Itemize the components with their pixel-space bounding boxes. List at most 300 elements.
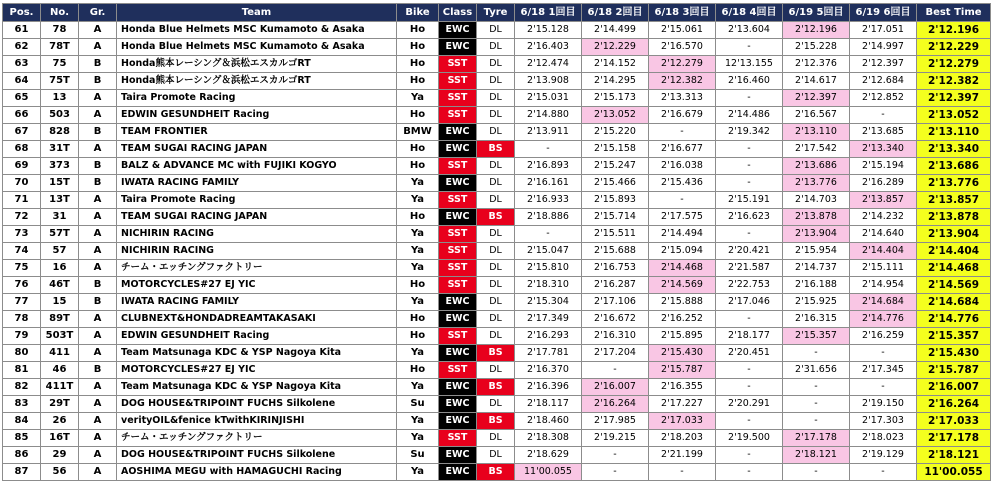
- bike-cell: Ya: [397, 294, 439, 311]
- lap-cell-session-4: -: [716, 464, 783, 481]
- best-time-cell: 2'13.904: [917, 226, 991, 243]
- team-cell: TEAM FRONTIER: [117, 124, 397, 141]
- lap-cell-session-1: 2'17.349: [515, 311, 582, 328]
- tyre-cell: DL: [477, 56, 515, 73]
- lap-cell-session-1: 2'15.810: [515, 260, 582, 277]
- header-tyre: Tyre: [477, 4, 515, 22]
- class-badge: SST: [439, 90, 477, 107]
- lap-cell-session-4: 2'20.291: [716, 396, 783, 413]
- group-cell: B: [79, 73, 117, 90]
- lap-cell-session-1: -: [515, 141, 582, 158]
- number-cell: 503: [41, 107, 79, 124]
- tyre-cell: BS: [477, 141, 515, 158]
- best-time-cell: 2'12.382: [917, 73, 991, 90]
- lap-cell-session-4: 2'19.500: [716, 430, 783, 447]
- tyre-cell: BS: [477, 209, 515, 226]
- class-badge: EWC: [439, 39, 477, 56]
- lap-cell-session-2: 2'15.158: [582, 141, 649, 158]
- pos-cell: 87: [3, 464, 41, 481]
- class-badge: SST: [439, 328, 477, 345]
- lap-cell-session-4: 2'21.587: [716, 260, 783, 277]
- pos-cell: 65: [3, 90, 41, 107]
- lap-cell-session-4: -: [716, 175, 783, 192]
- lap-cell-session-2: 2'15.247: [582, 158, 649, 175]
- lap-cell-session-2: 2'15.714: [582, 209, 649, 226]
- lap-cell-session-3: 2'16.679: [649, 107, 716, 124]
- header-no: No.: [41, 4, 79, 22]
- lap-cell-session-2: 2'14.499: [582, 22, 649, 39]
- lap-cell-session-4: -: [716, 39, 783, 56]
- lap-cell-session-4: -: [716, 447, 783, 464]
- lap-cell-session-2: 2'17.985: [582, 413, 649, 430]
- bike-cell: Ya: [397, 226, 439, 243]
- lap-cell-session-5: 2'15.925: [783, 294, 850, 311]
- lap-cell-session-6: 2'14.684: [850, 294, 917, 311]
- tyre-cell: DL: [477, 243, 515, 260]
- lap-cell-session-6: 2'13.340: [850, 141, 917, 158]
- lap-cell-session-3: 2'15.436: [649, 175, 716, 192]
- lap-cell-session-2: -: [582, 362, 649, 379]
- header-session-1: 6/18 1回目: [515, 4, 582, 22]
- number-cell: 75: [41, 56, 79, 73]
- table-row: [3, 294, 991, 311]
- lap-cell-session-2: 2'19.215: [582, 430, 649, 447]
- lap-cell-session-6: 2'14.640: [850, 226, 917, 243]
- group-cell: A: [79, 22, 117, 39]
- lap-cell-session-2: 2'15.466: [582, 175, 649, 192]
- table-row: [3, 362, 991, 379]
- best-time-cell: 2'13.857: [917, 192, 991, 209]
- lap-cell-session-6: 2'15.111: [850, 260, 917, 277]
- pos-cell: 85: [3, 430, 41, 447]
- lap-cell-session-1: 2'18.886: [515, 209, 582, 226]
- team-cell: Honda熊本レーシング＆浜松エスカルゴRT: [117, 73, 397, 90]
- table-row: [3, 260, 991, 277]
- best-time-cell: 2'17.178: [917, 430, 991, 447]
- lap-cell-session-1: 2'12.474: [515, 56, 582, 73]
- lap-cell-session-3: 2'15.895: [649, 328, 716, 345]
- best-time-cell: 2'14.684: [917, 294, 991, 311]
- table-row: [3, 192, 991, 209]
- group-cell: B: [79, 158, 117, 175]
- best-time-cell: 2'13.776: [917, 175, 991, 192]
- lap-cell-session-5: 2'13.904: [783, 226, 850, 243]
- tyre-cell: DL: [477, 328, 515, 345]
- tyre-cell: DL: [477, 73, 515, 90]
- class-badge: EWC: [439, 209, 477, 226]
- team-cell: Honda Blue Helmets MSC Kumamoto & Asaka: [117, 22, 397, 39]
- best-time-cell: 2'13.340: [917, 141, 991, 158]
- class-badge: SST: [439, 107, 477, 124]
- team-cell: Honda熊本レーシング＆浜松エスカルゴRT: [117, 56, 397, 73]
- header-session-4: 6/18 4回目: [716, 4, 783, 22]
- class-badge: EWC: [439, 379, 477, 396]
- lap-cell-session-5: -: [783, 413, 850, 430]
- lap-cell-session-4: 12'13.155: [716, 56, 783, 73]
- group-cell: B: [79, 277, 117, 294]
- lap-cell-session-6: 2'14.776: [850, 311, 917, 328]
- lap-cell-session-4: 2'20.451: [716, 345, 783, 362]
- best-time-cell: 2'14.569: [917, 277, 991, 294]
- header-session-3: 6/18 3回目: [649, 4, 716, 22]
- number-cell: 503T: [41, 328, 79, 345]
- lap-cell-session-4: -: [716, 413, 783, 430]
- lap-cell-session-3: 2'16.677: [649, 141, 716, 158]
- team-cell: DOG HOUSE&TRIPOINT FUCHS Silkolene: [117, 447, 397, 464]
- pos-cell: 62: [3, 39, 41, 56]
- tyre-cell: DL: [477, 192, 515, 209]
- tyre-cell: DL: [477, 124, 515, 141]
- lap-cell-session-4: 2'16.623: [716, 209, 783, 226]
- team-cell: Team Matsunaga KDC & YSP Nagoya Kita: [117, 345, 397, 362]
- lap-cell-session-6: 2'14.954: [850, 277, 917, 294]
- lap-cell-session-5: 2'17.542: [783, 141, 850, 158]
- number-cell: 15T: [41, 175, 79, 192]
- tyre-cell: DL: [477, 430, 515, 447]
- lap-cell-session-5: 2'16.567: [783, 107, 850, 124]
- team-cell: Team Matsunaga KDC & YSP Nagoya Kita: [117, 379, 397, 396]
- lap-cell-session-2: 2'15.173: [582, 90, 649, 107]
- class-badge: EWC: [439, 413, 477, 430]
- lap-cell-session-4: 2'16.460: [716, 73, 783, 90]
- pos-cell: 75: [3, 260, 41, 277]
- lap-cell-session-5: 2'15.954: [783, 243, 850, 260]
- group-cell: A: [79, 243, 117, 260]
- best-time-cell: 2'15.357: [917, 328, 991, 345]
- table-row: [3, 464, 991, 481]
- best-time-cell: 11'00.055: [917, 464, 991, 481]
- group-cell: A: [79, 192, 117, 209]
- lap-cell-session-3: 2'15.061: [649, 22, 716, 39]
- bike-cell: Ya: [397, 379, 439, 396]
- lap-cell-session-1: 2'16.933: [515, 192, 582, 209]
- lap-cell-session-5: -: [783, 379, 850, 396]
- lap-cell-session-2: 2'14.295: [582, 73, 649, 90]
- lap-cell-session-1: 2'15.128: [515, 22, 582, 39]
- lap-cell-session-5: 2'16.315: [783, 311, 850, 328]
- lap-cell-session-6: 2'14.232: [850, 209, 917, 226]
- table-row: [3, 158, 991, 175]
- lap-cell-session-1: 2'16.403: [515, 39, 582, 56]
- bike-cell: Ya: [397, 345, 439, 362]
- lap-cell-session-3: 2'16.355: [649, 379, 716, 396]
- class-badge: EWC: [439, 124, 477, 141]
- lap-cell-session-5: -: [783, 345, 850, 362]
- number-cell: 13: [41, 90, 79, 107]
- table-row: [3, 328, 991, 345]
- tyre-cell: BS: [477, 379, 515, 396]
- best-time-cell: 2'12.229: [917, 39, 991, 56]
- tyre-cell: DL: [477, 362, 515, 379]
- lap-cell-session-5: 2'18.121: [783, 447, 850, 464]
- group-cell: A: [79, 413, 117, 430]
- table-row: [3, 396, 991, 413]
- lap-cell-session-4: 2'14.486: [716, 107, 783, 124]
- tyre-cell: DL: [477, 447, 515, 464]
- number-cell: 57T: [41, 226, 79, 243]
- table-row: [3, 90, 991, 107]
- lap-cell-session-6: 2'13.857: [850, 192, 917, 209]
- class-badge: SST: [439, 192, 477, 209]
- lap-cell-session-4: -: [716, 311, 783, 328]
- team-cell: NICHIRIN RACING: [117, 243, 397, 260]
- best-time-cell: 2'13.052: [917, 107, 991, 124]
- lap-cell-session-3: 2'18.203: [649, 430, 716, 447]
- number-cell: 75T: [41, 73, 79, 90]
- lap-cell-session-6: 2'17.345: [850, 362, 917, 379]
- bike-cell: Ho: [397, 328, 439, 345]
- group-cell: A: [79, 226, 117, 243]
- bike-cell: Ya: [397, 464, 439, 481]
- group-cell: A: [79, 311, 117, 328]
- lap-cell-session-5: 2'16.188: [783, 277, 850, 294]
- best-time-cell: 2'16.007: [917, 379, 991, 396]
- class-badge: SST: [439, 226, 477, 243]
- lap-cell-session-1: 2'18.460: [515, 413, 582, 430]
- best-time-cell: 2'13.686: [917, 158, 991, 175]
- lap-cell-session-3: 2'14.569: [649, 277, 716, 294]
- pos-cell: 81: [3, 362, 41, 379]
- lap-cell-session-1: 2'17.781: [515, 345, 582, 362]
- number-cell: 29: [41, 447, 79, 464]
- table-row: [3, 209, 991, 226]
- group-cell: A: [79, 260, 117, 277]
- bike-cell: Ya: [397, 175, 439, 192]
- best-time-cell: 2'14.776: [917, 311, 991, 328]
- header-best-time: Best Time: [917, 4, 991, 22]
- lap-cell-session-3: -: [649, 192, 716, 209]
- lap-cell-session-6: 2'12.684: [850, 73, 917, 90]
- best-time-cell: 2'13.110: [917, 124, 991, 141]
- best-time-cell: 2'17.033: [917, 413, 991, 430]
- team-cell: MOTORCYCLES#27 EJ YIC: [117, 362, 397, 379]
- lap-cell-session-2: 2'15.220: [582, 124, 649, 141]
- lap-cell-session-5: 2'15.228: [783, 39, 850, 56]
- class-badge: SST: [439, 277, 477, 294]
- best-time-cell: 2'12.279: [917, 56, 991, 73]
- group-cell: A: [79, 107, 117, 124]
- tyre-cell: BS: [477, 345, 515, 362]
- number-cell: 15: [41, 294, 79, 311]
- best-time-cell: 2'12.397: [917, 90, 991, 107]
- results-table-container: [2, 3, 991, 481]
- table-row: [3, 430, 991, 447]
- tyre-cell: DL: [477, 90, 515, 107]
- bike-cell: Ho: [397, 158, 439, 175]
- lap-cell-session-3: 2'16.038: [649, 158, 716, 175]
- header-session-5: 6/19 5回目: [783, 4, 850, 22]
- best-time-cell: 2'13.878: [917, 209, 991, 226]
- bike-cell: Ho: [397, 209, 439, 226]
- lap-cell-session-3: 2'15.787: [649, 362, 716, 379]
- tyre-cell: DL: [477, 107, 515, 124]
- pos-cell: 82: [3, 379, 41, 396]
- bike-cell: Ho: [397, 107, 439, 124]
- lap-cell-session-5: 2'15.357: [783, 328, 850, 345]
- table-row: [3, 141, 991, 158]
- tyre-cell: DL: [477, 158, 515, 175]
- lap-cell-session-1: 2'16.370: [515, 362, 582, 379]
- lap-cell-session-3: 2'12.382: [649, 73, 716, 90]
- pos-cell: 71: [3, 192, 41, 209]
- lap-cell-session-2: 2'16.753: [582, 260, 649, 277]
- team-cell: DOG HOUSE&TRIPOINT FUCHS Silkolene: [117, 396, 397, 413]
- pos-cell: 80: [3, 345, 41, 362]
- lap-cell-session-3: 2'14.494: [649, 226, 716, 243]
- lap-cell-session-2: 2'16.264: [582, 396, 649, 413]
- tyre-cell: DL: [477, 396, 515, 413]
- lap-cell-session-6: 2'12.397: [850, 56, 917, 73]
- team-cell: MOTORCYCLES#27 EJ YIC: [117, 277, 397, 294]
- group-cell: A: [79, 39, 117, 56]
- class-badge: SST: [439, 158, 477, 175]
- lap-cell-session-2: -: [582, 464, 649, 481]
- team-cell: EDWIN GESUNDHEIT Racing: [117, 107, 397, 124]
- tyre-cell: DL: [477, 277, 515, 294]
- pos-cell: 70: [3, 175, 41, 192]
- table-row: [3, 447, 991, 464]
- lap-cell-session-3: 2'17.227: [649, 396, 716, 413]
- team-cell: Honda Blue Helmets MSC Kumamoto & Asaka: [117, 39, 397, 56]
- group-cell: A: [79, 209, 117, 226]
- tyre-cell: DL: [477, 22, 515, 39]
- table-row: [3, 56, 991, 73]
- lap-cell-session-4: -: [716, 158, 783, 175]
- number-cell: 373: [41, 158, 79, 175]
- lap-cell-session-2: 2'15.511: [582, 226, 649, 243]
- lap-cell-session-6: -: [850, 464, 917, 481]
- table-row: [3, 124, 991, 141]
- number-cell: 46: [41, 362, 79, 379]
- table-row: [3, 73, 991, 90]
- class-badge: SST: [439, 56, 477, 73]
- table-row: [3, 39, 991, 56]
- lap-cell-session-3: 2'13.313: [649, 90, 716, 107]
- lap-cell-session-4: -: [716, 362, 783, 379]
- lap-cell-session-2: 2'12.229: [582, 39, 649, 56]
- group-cell: B: [79, 294, 117, 311]
- lap-cell-session-2: 2'15.893: [582, 192, 649, 209]
- class-badge: SST: [439, 260, 477, 277]
- lap-cell-session-3: 2'15.430: [649, 345, 716, 362]
- lap-cell-session-3: -: [649, 124, 716, 141]
- lap-cell-session-4: 2'13.604: [716, 22, 783, 39]
- lap-cell-session-4: 2'18.177: [716, 328, 783, 345]
- lap-cell-session-6: 2'17.051: [850, 22, 917, 39]
- lap-cell-session-4: 2'15.191: [716, 192, 783, 209]
- lap-cell-session-6: 2'18.023: [850, 430, 917, 447]
- lap-cell-session-5: 2'12.196: [783, 22, 850, 39]
- group-cell: B: [79, 362, 117, 379]
- group-cell: A: [79, 447, 117, 464]
- class-badge: EWC: [439, 447, 477, 464]
- lap-cell-session-3: 2'14.468: [649, 260, 716, 277]
- number-cell: 78T: [41, 39, 79, 56]
- pos-cell: 86: [3, 447, 41, 464]
- lap-cell-session-5: 2'14.737: [783, 260, 850, 277]
- lap-cell-session-5: 2'13.776: [783, 175, 850, 192]
- tyre-cell: BS: [477, 464, 515, 481]
- lap-cell-session-2: 2'15.688: [582, 243, 649, 260]
- lap-cell-session-3: 2'16.570: [649, 39, 716, 56]
- lap-cell-session-1: 2'18.308: [515, 430, 582, 447]
- best-time-cell: 2'14.468: [917, 260, 991, 277]
- pos-cell: 61: [3, 22, 41, 39]
- class-badge: EWC: [439, 175, 477, 192]
- lap-cell-session-1: 11'00.055: [515, 464, 582, 481]
- lap-cell-session-3: 2'12.279: [649, 56, 716, 73]
- lap-cell-session-4: 2'19.342: [716, 124, 783, 141]
- pos-cell: 73: [3, 226, 41, 243]
- number-cell: 29T: [41, 396, 79, 413]
- bike-cell: BMW: [397, 124, 439, 141]
- group-cell: A: [79, 379, 117, 396]
- group-cell: A: [79, 430, 117, 447]
- lap-cell-session-1: 2'15.047: [515, 243, 582, 260]
- team-cell: IWATA RACING FAMILY: [117, 294, 397, 311]
- bike-cell: Ho: [397, 141, 439, 158]
- table-row: [3, 345, 991, 362]
- class-badge: EWC: [439, 345, 477, 362]
- class-badge: EWC: [439, 141, 477, 158]
- group-cell: A: [79, 90, 117, 107]
- bike-cell: Su: [397, 396, 439, 413]
- lap-cell-session-2: 2'16.007: [582, 379, 649, 396]
- header-gr: Gr.: [79, 4, 117, 22]
- lap-cell-session-5: 2'14.617: [783, 73, 850, 90]
- bike-cell: Ho: [397, 56, 439, 73]
- table-row: [3, 175, 991, 192]
- lap-cell-session-2: 2'16.287: [582, 277, 649, 294]
- class-badge: SST: [439, 362, 477, 379]
- lap-cell-session-6: 2'19.129: [850, 447, 917, 464]
- table-row: [3, 22, 991, 39]
- lap-cell-session-3: 2'15.094: [649, 243, 716, 260]
- number-cell: 411T: [41, 379, 79, 396]
- tyre-cell: DL: [477, 39, 515, 56]
- lap-cell-session-6: -: [850, 107, 917, 124]
- lap-cell-session-6: 2'13.685: [850, 124, 917, 141]
- group-cell: A: [79, 141, 117, 158]
- bike-cell: Ya: [397, 243, 439, 260]
- lap-cell-session-3: 2'21.199: [649, 447, 716, 464]
- bike-cell: Ya: [397, 90, 439, 107]
- pos-cell: 78: [3, 311, 41, 328]
- bike-cell: Ho: [397, 311, 439, 328]
- group-cell: A: [79, 345, 117, 362]
- team-cell: チーム・エッチングファクトリー: [117, 260, 397, 277]
- number-cell: 31: [41, 209, 79, 226]
- results-body: [3, 22, 991, 481]
- number-cell: 26: [41, 413, 79, 430]
- lap-cell-session-2: 2'16.310: [582, 328, 649, 345]
- group-cell: B: [79, 175, 117, 192]
- table-row: [3, 226, 991, 243]
- lap-cell-session-1: 2'16.293: [515, 328, 582, 345]
- bike-cell: Ya: [397, 192, 439, 209]
- lap-cell-session-5: 2'13.686: [783, 158, 850, 175]
- class-badge: EWC: [439, 22, 477, 39]
- class-badge: SST: [439, 430, 477, 447]
- team-cell: NICHIRIN RACING: [117, 226, 397, 243]
- lap-cell-session-4: 2'17.046: [716, 294, 783, 311]
- pos-cell: 67: [3, 124, 41, 141]
- class-badge: EWC: [439, 464, 477, 481]
- lap-cell-session-4: -: [716, 379, 783, 396]
- number-cell: 78: [41, 22, 79, 39]
- team-cell: Taira Promote Racing: [117, 90, 397, 107]
- header-row: [3, 4, 991, 22]
